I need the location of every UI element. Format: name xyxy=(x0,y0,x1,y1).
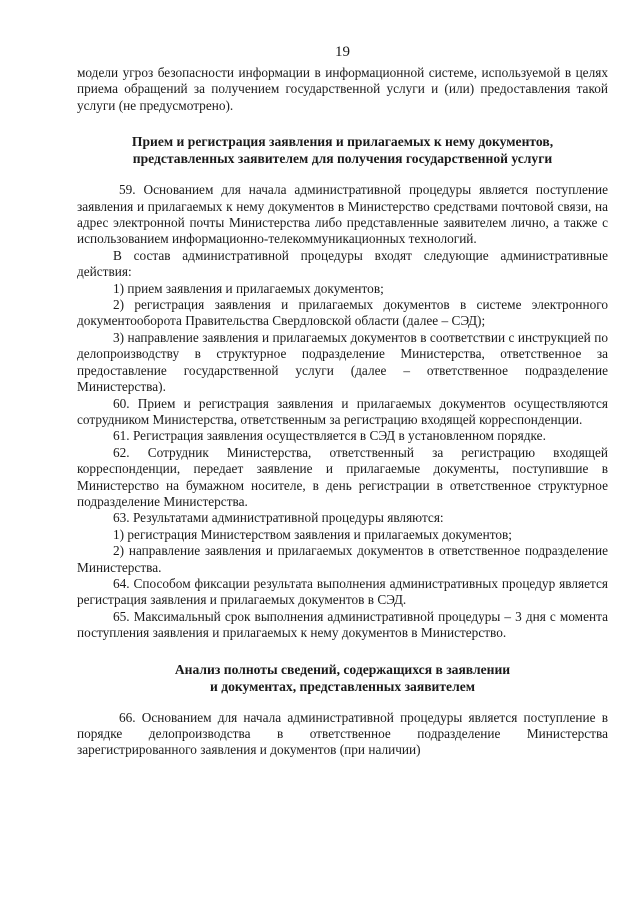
page-number: 19 xyxy=(335,44,350,60)
paragraph-66: 66. Основанием для начала административной процедуры является поступление в порядке делопроизводства в ответственное подразделение Министерства зарегистрированного заявления и документов (при наличии) xyxy=(77,709,608,758)
paragraph-60: 60. Прием и регистрация заявления и прилагаемых документов осуществляются сотрудником Министерства, ответственным за регистрацию входящей корреспонденции. xyxy=(77,395,608,427)
paragraph-65: 65. Максимальный срок выполнения административной процедуры – 3 дня с момента поступления заявления и прилагаемых к нему документов в Министерство. xyxy=(77,608,608,641)
section-heading-line: и документах, представленных заявителем xyxy=(209,678,476,694)
paragraph-64: 64. Способом фиксации результата выполнения административных процедур является регистрация заявления и прилагаемых документов в СЭД. xyxy=(77,575,608,608)
section-heading-line: представленных заявителем для получения государственной услуги xyxy=(132,151,553,167)
paragraph-59: 59. Основанием для начала административной процедуры является поступление заявления и прилагаемых к нему документов в Министерство средствами почтовой связи, на адрес электронной почты Министерства либо представленные заявителем лично, а также с использованием информационно-телекоммуникационных технологий. xyxy=(77,182,608,247)
paragraph-61: 61. Регистрация заявления осуществляется в СЭД в установленном порядке. xyxy=(113,428,546,444)
list-item: 3) направление заявления и прилагаемых документов в соответствии с инструкцией по делопроизводству в структурное подразделение Министерства, ответственное за предоставление государственной услуги (далее – ответственное подразделение Министерства). xyxy=(77,329,608,395)
section-heading-line: Анализ полноты сведений, содержащихся в заявлении xyxy=(174,661,511,677)
paragraph-62: 62. Сотрудник Министерства, ответственный за регистрацию входящей корреспонденции, передает заявление и прилагаемые документы, поступившие в Министерство на бумажном носителе, в день регистрации в ответственное структурное подразделение Министерства. xyxy=(77,444,608,509)
list-item: 2) регистрация заявления и прилагаемых документов в системе электронного документооборота Правительства Свердловской области (далее – СЭД); xyxy=(77,297,608,329)
section-heading-analysis xyxy=(77,661,608,695)
paragraph-63: 63. Результатами административной процедуры являются: xyxy=(113,510,444,526)
paragraph-continuation: модели угроз безопасности информации в информационной системе, используемой в целях приема обращений за получением государственной услуги и (или) предоставления такой услуги (не предусмотрено). xyxy=(77,65,608,113)
section-heading-reception xyxy=(77,133,608,167)
list-item: 1) прием заявления и прилагаемых документов; xyxy=(113,280,384,296)
paragraph-actions: В состав административной процедуры входят следующие административные действия: xyxy=(77,247,608,280)
list-item: 1) регистрация Министерством заявления и прилагаемых документов; xyxy=(113,526,512,542)
section-heading-line: Прием и регистрация заявления и прилагаемых к нему документов, xyxy=(131,134,554,150)
list-item: 2) направление заявления и прилагаемых документов в ответственное подразделение Министерства. xyxy=(77,543,608,575)
